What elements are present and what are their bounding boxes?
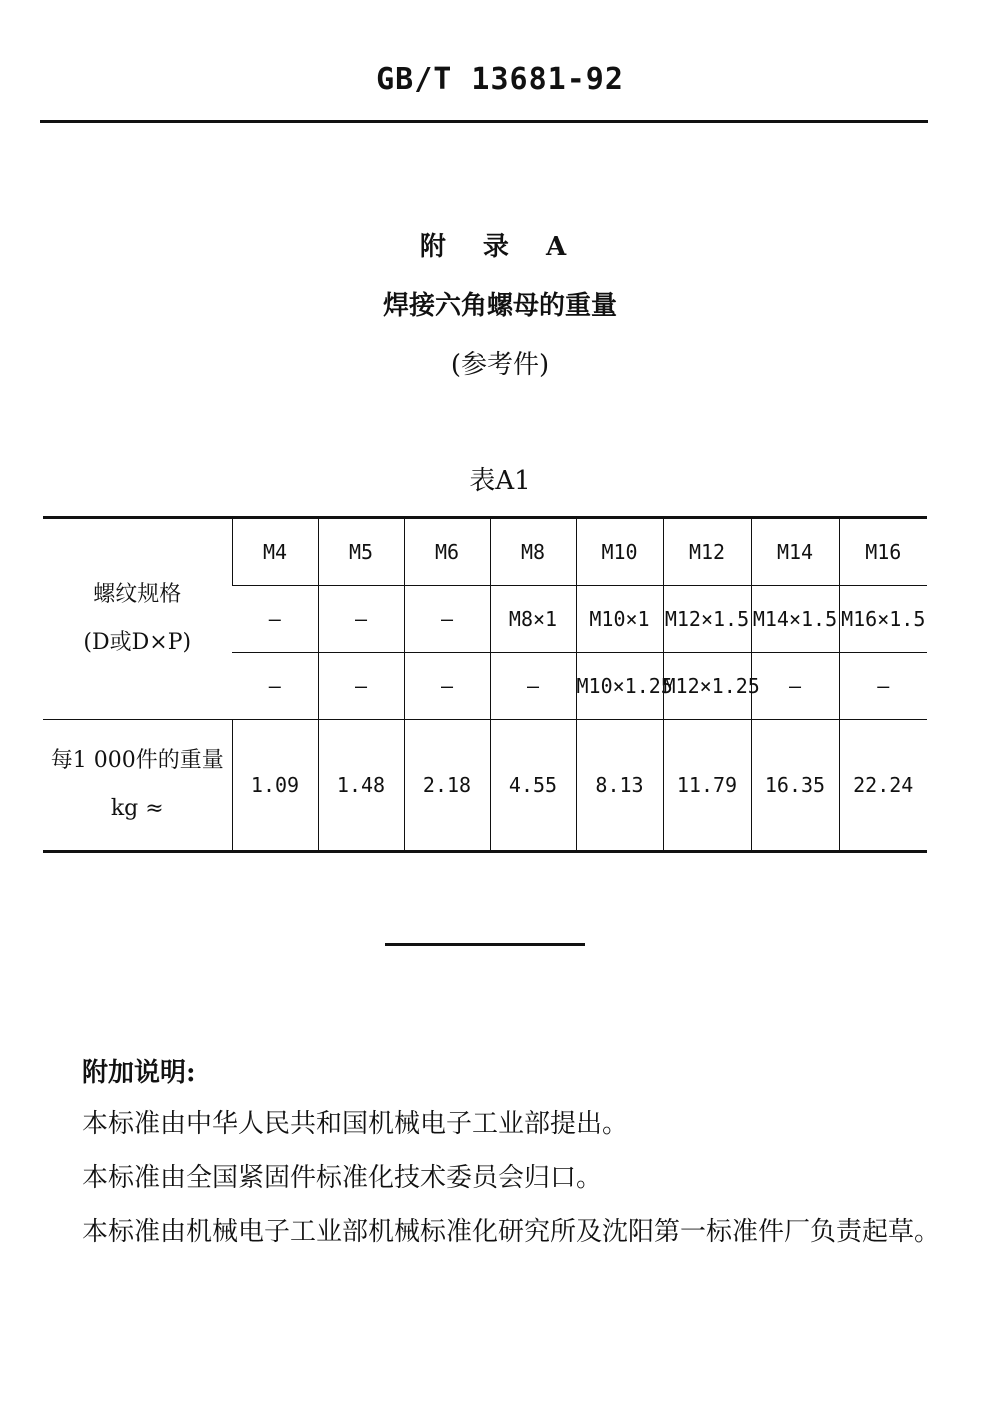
fine-pitch-cell: — [490,653,576,720]
fine-pitch-cell: M10×1.25 [576,653,663,720]
notes-heading: 附加说明: [82,1058,196,1088]
fine-pitch-cell: — [232,586,318,653]
standard-code: GB/T 13681-92 [376,62,624,97]
fine-pitch-cell: M16×1.5 [839,586,927,653]
fine-pitch-cell: — [839,653,927,720]
appendix-label: 附 录 A [419,232,581,262]
appendix-note: (参考件) [450,350,550,380]
additional-notes [82,1052,942,1265]
thread-spec-header [43,518,232,720]
weight-label: 每1 000件的重量 [50,748,224,773]
weight-cell: 8.13 [576,720,663,852]
weight-header [43,720,232,852]
notes-line: 本标准由机械电子工业部机械标准化研究所及沈阳第一标准件厂负责起草。 [82,1217,941,1247]
fine-pitch-cell: — [318,586,404,653]
table-row-weights [43,720,927,852]
weight-cell: 2.18 [404,720,490,852]
table-row-sizes [43,518,927,586]
notes-line: 本标准由全国紧固件标准化技术委员会归口。 [82,1163,603,1193]
thread-spec-label: 螺纹规格 [93,582,182,607]
size-cell: M12 [663,518,751,586]
size-cell: M14 [751,518,839,586]
fine-pitch-cell: — [404,586,490,653]
fine-pitch-cell: M8×1 [490,586,576,653]
end-rule [385,943,585,946]
size-cell: M16 [839,518,927,586]
table-caption: 表A1 [469,466,531,496]
appendix-title: 焊接六角螺母的重量 [382,291,617,321]
weight-cell: 16.35 [751,720,839,852]
header-rule [40,120,928,123]
fine-pitch-cell: M14×1.5 [751,586,839,653]
fine-pitch-cell: M12×1.25 [663,653,751,720]
size-cell: M6 [404,518,490,586]
fine-pitch-cell: — [751,653,839,720]
weight-cell: 11.79 [663,720,751,852]
weight-unit: kg ≈ [110,796,164,821]
thread-spec-notation: (D或D×P) [83,630,192,655]
size-cell: M8 [490,518,576,586]
fine-pitch-cell: — [404,653,490,720]
weight-cell: 4.55 [490,720,576,852]
size-cell: M5 [318,518,404,586]
size-cell: M10 [576,518,663,586]
weight-cell: 1.48 [318,720,404,852]
fine-pitch-cell: M10×1 [576,586,663,653]
weight-cell: 22.24 [839,720,927,852]
fine-pitch-cell: — [318,653,404,720]
weight-table [43,516,927,853]
size-cell: M4 [232,518,318,586]
notes-line: 本标准由中华人民共和国机械电子工业部提出。 [82,1109,629,1139]
fine-pitch-cell: — [232,653,318,720]
fine-pitch-cell: M12×1.5 [663,586,751,653]
weight-cell: 1.09 [232,720,318,852]
